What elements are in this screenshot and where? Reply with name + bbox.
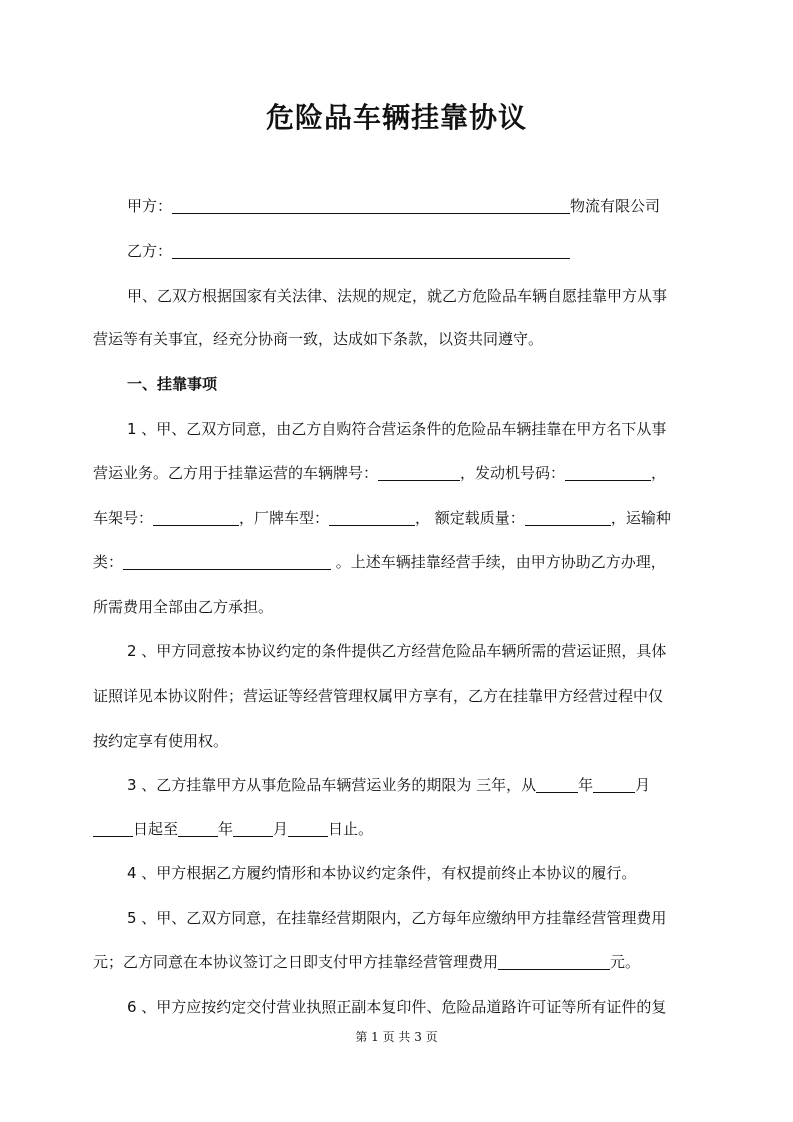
engine-label: ，发动机号码： bbox=[460, 464, 566, 482]
transport-type-label: ，运输种 bbox=[610, 509, 671, 527]
frame-number-blank[interactable] bbox=[153, 509, 239, 526]
clause2-line-3: 按约定享有使用权。 bbox=[93, 732, 229, 750]
end-year-blank[interactable] bbox=[178, 820, 218, 837]
clause2-line-1: 2 、甲方同意按本协议约定的条件提供乙方经营危险品车辆所需的营运证照，具体 bbox=[127, 642, 667, 660]
clause1-line-5: 所需费用全部由乙方承担。 bbox=[93, 598, 274, 616]
clause6-line-1: 6 、甲方应按约定交付营业执照正副本复印件、危险品道路许可证等所有证件的复 bbox=[127, 998, 667, 1016]
year-label: 年 bbox=[578, 776, 594, 794]
clause1-line-3 bbox=[93, 508, 671, 528]
clause1-text: 。上述车辆挂靠经营手续，由甲方协助乙方办理， bbox=[331, 553, 666, 571]
plate-label: 营运业务。乙方用于挂靠运营的车辆牌号： bbox=[93, 464, 379, 482]
clause2-line-2: 证照详见本协议附件；营运证等经营管理权属甲方享有，乙方在挂靠甲方经营过程中仅 bbox=[93, 687, 664, 705]
start-year-blank[interactable] bbox=[536, 776, 578, 793]
month-label: 月 bbox=[273, 820, 289, 838]
clause5-line-2 bbox=[93, 952, 640, 972]
clause1-line-2 bbox=[93, 463, 666, 483]
year-label: 年 bbox=[218, 820, 234, 838]
start-month-blank[interactable] bbox=[593, 776, 635, 793]
until-label: 日止。 bbox=[328, 820, 374, 838]
clause1-line-1: 1 、甲、乙双方同意，由乙方自购符合营运条件的危险品车辆挂靠在甲方名下从事 bbox=[127, 420, 667, 438]
load-blank[interactable] bbox=[525, 509, 611, 526]
model-label: ，厂牌车型： bbox=[239, 509, 330, 527]
page-footer: 第 1 页 共 3 页 bbox=[355, 1030, 438, 1044]
section-heading: 一、挂靠事项 bbox=[127, 375, 218, 393]
month-label: 月 bbox=[635, 776, 651, 794]
clause1-line-4 bbox=[93, 552, 666, 572]
document-title: 危险品车辆挂靠协议 bbox=[265, 101, 527, 134]
model-blank[interactable] bbox=[329, 509, 415, 526]
yuan-label: 元。 bbox=[610, 953, 641, 971]
plate-number-blank[interactable] bbox=[378, 464, 460, 481]
engine-number-blank[interactable] bbox=[565, 464, 651, 481]
clause4-line: 4 、甲方根据乙方履约情形和本协议约定条件，有权提前终止本协议的履行。 bbox=[127, 864, 637, 882]
start-day-blank[interactable] bbox=[93, 820, 133, 837]
transport-type-blank[interactable] bbox=[123, 553, 331, 570]
end-month-blank[interactable] bbox=[233, 820, 273, 837]
type-label: 类： bbox=[93, 553, 124, 571]
from-label: 日起至 bbox=[133, 820, 179, 838]
party-a-blank[interactable] bbox=[172, 197, 570, 214]
fee-amount-blank[interactable] bbox=[498, 953, 610, 970]
party-a-label: 甲方： bbox=[127, 197, 173, 215]
load-label: ， 额定载质量： bbox=[415, 509, 525, 527]
clause5-line-1: 5 、甲、乙双方同意，在挂靠经营期限内，乙方每年应缴纳甲方挂靠经营管理费用 bbox=[127, 909, 667, 927]
party-b-label: 乙方： bbox=[127, 242, 173, 260]
term-text: 3 、乙方挂靠甲方从事危险品车辆营运业务的期限为 三年，从 bbox=[127, 776, 537, 794]
clause3-line-1 bbox=[127, 775, 650, 795]
party-b-blank[interactable] bbox=[172, 242, 570, 259]
party-a-line bbox=[127, 196, 660, 216]
intro-line-2: 营运等有关事宜，经充分协商一致，达成如下条款，以资共同遵守。 bbox=[93, 330, 544, 348]
party-b-line bbox=[127, 241, 570, 261]
party-a-suffix: 物流有限公司 bbox=[570, 197, 661, 215]
frame-label: 车架号： bbox=[93, 509, 154, 527]
end-day-blank[interactable] bbox=[288, 820, 328, 837]
fee-text: 元；乙方同意在本协议签订之日即支付甲方挂靠经营管理费用 bbox=[93, 953, 499, 971]
clause3-line-2 bbox=[93, 819, 373, 839]
intro-line-1: 甲、乙双方根据国家有关法律、法规的规定，就乙方危险品车辆自愿挂靠甲方从事 bbox=[127, 287, 668, 305]
comma: ， bbox=[651, 464, 667, 482]
